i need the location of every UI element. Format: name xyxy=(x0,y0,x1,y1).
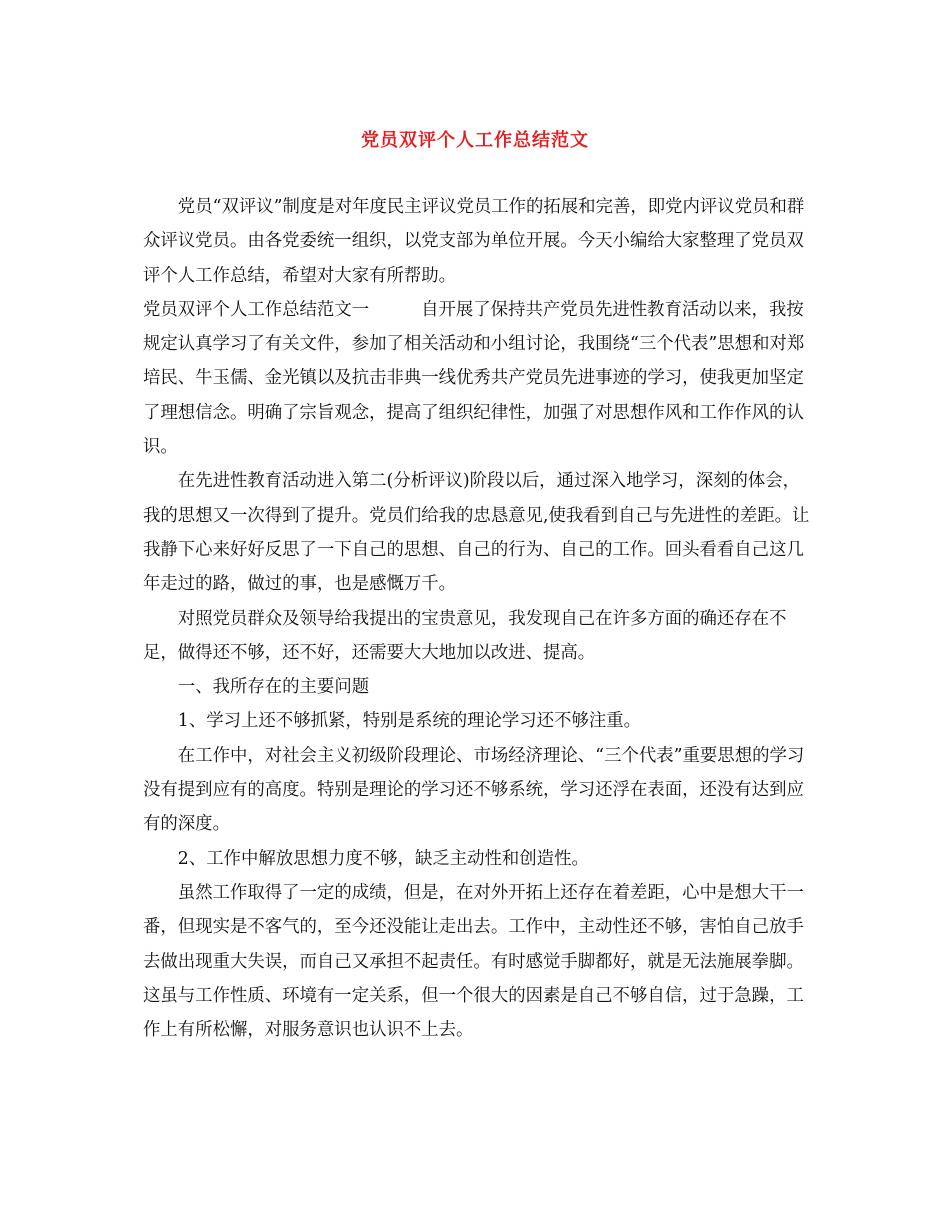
paragraph-section-one xyxy=(143,293,811,464)
paragraph-comparison: 对照党员群众及领导给我提出的宝贵意见，我发现自己在许多方面的确还存在不足，做得还不够，还不好，还需要大大地加以改进、提高。 xyxy=(143,608,787,663)
document-title: 党员双评个人工作总结范文 xyxy=(361,130,589,151)
paragraph-problem-1-detail: 在工作中，对社会主义初级阶段理论、市场经济理论、“三个代表”重要思想的学习没有提到应有的高度。特别是理论的学习还不够系统，学习还浮在表面，还没有达到应有的深度。 xyxy=(143,745,805,835)
document-body xyxy=(143,190,811,1047)
paragraph-problem-2-detail: 虽然工作取得了一定的成绩，但是，在对外开拓上还存在着差距，心中是想大干一番，但现实是不客气的，至今还没能让走出去。工作中，主动性还不够，害怕自己放手去做出现重大失误，而自己又承担不起责任。有时感觉手脚都好，就是无法施展拳脚。这虽与工作性质、环境有一定关系，但一个很大的因素是自己不够自信，过于急躁，工作上有所松懈，对服务意识也认识不上去。 xyxy=(143,882,804,1041)
paragraph-reflection: 在先进性教育活动进入第二(分析评议)阶段以后，通过深入地学习，深刻的体会，我的思想又一次得到了提升。党员们给我的忠恳意见,使我看到自己与先进性的差距。让我静下心来好好反思了一下自己的思想、自己的行为、自己的工作。回头看看自己这几年走过的路，做过的事，也是感慨万千。 xyxy=(143,471,810,595)
paragraph-problem-2: 2、工作中解放思想力度不够，缺乏主动性和创造性。 xyxy=(177,848,589,869)
section-heading: 党员双评个人工作总结范文一 xyxy=(143,299,370,320)
section-text: 自开展了保持共产党员先进性教育活动以来，我按规定认真学习了有关文件，参加了相关活动和小组讨论，我围绕“三个代表”思想和对郑培民、牛玉儒、金光镇以及抗击非典一线优秀共产党员先进事迹的学习，使我更加坚定了理想信念。明确了宗旨观念，提高了组织纪律性，加强了对思想作风和工作作风的认识。 xyxy=(143,299,805,458)
paragraph-problems-heading: 一、我所存在的主要问题 xyxy=(177,677,370,698)
paragraph-problem-1: 1、学习上还不够抓紧，特别是系统的理论学习还不够注重。 xyxy=(177,711,642,732)
paragraph-intro: 党员“双评议”制度是对年度民主评议党员工作的拓展和完善，即党内评议党员和群众评议党员。由各党委统一组织，以党支部为单位开展。今天小编给大家整理了党员双评个人工作总结，希望对大家有所帮助。 xyxy=(143,197,805,286)
